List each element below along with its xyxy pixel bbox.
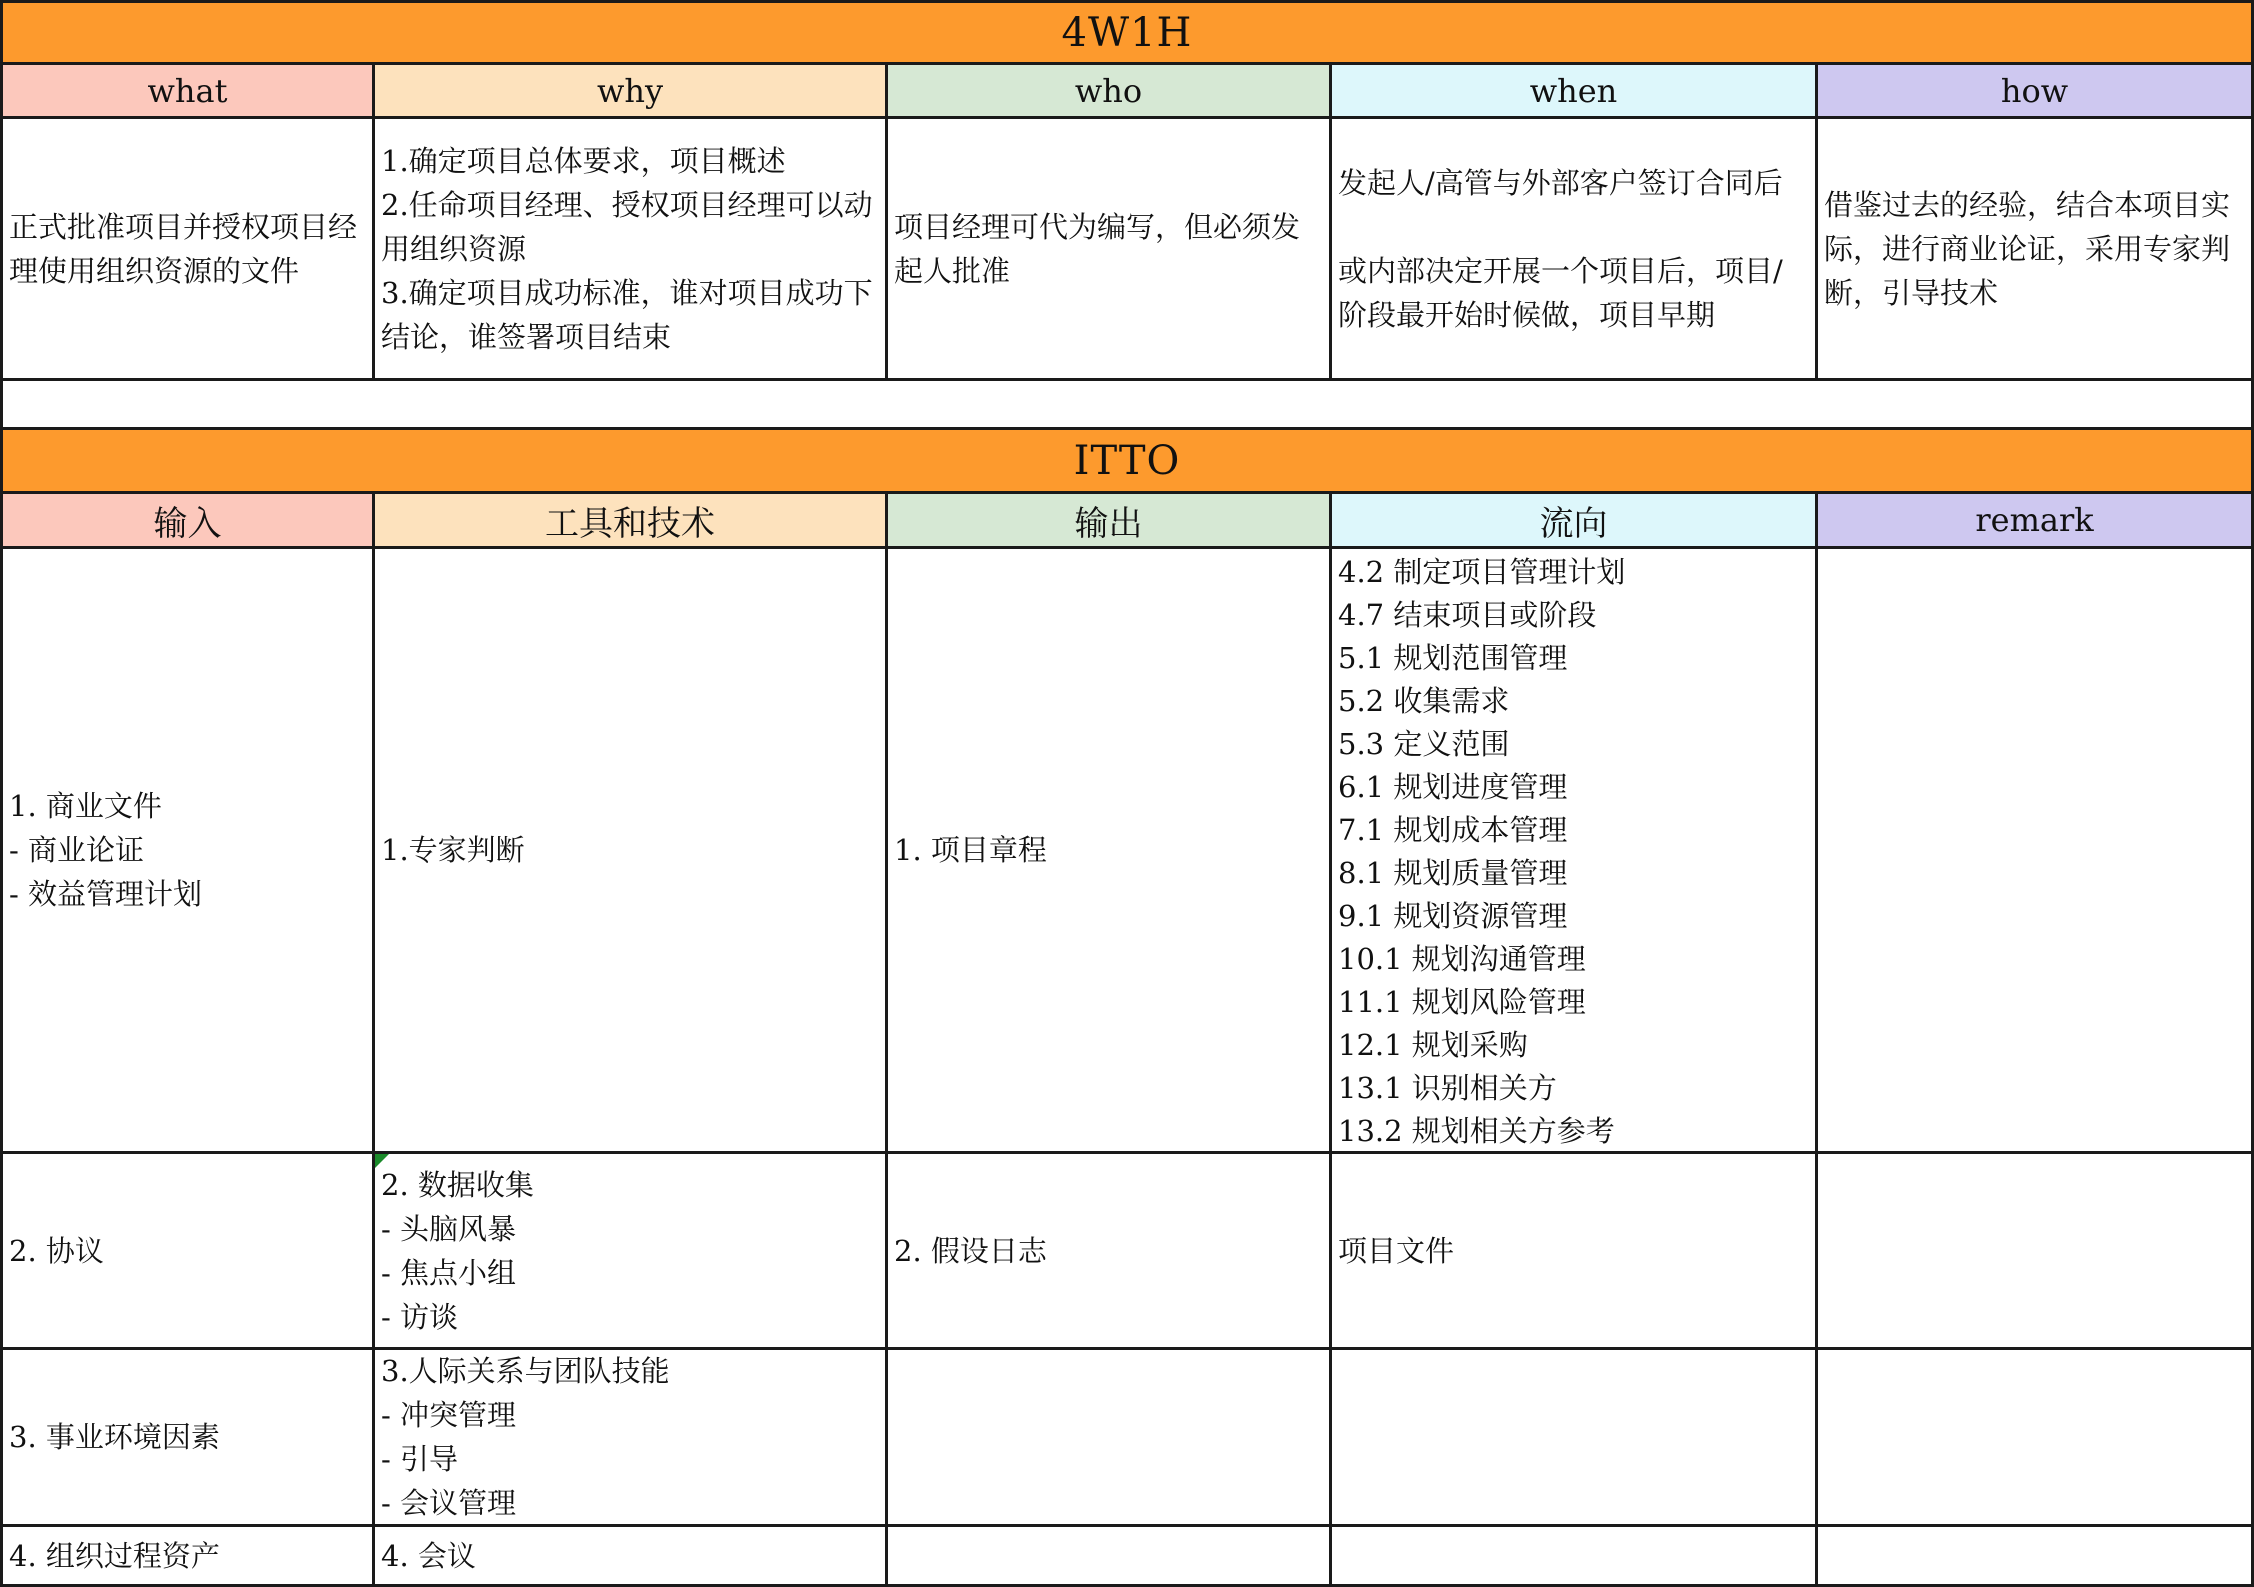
header-remark-label: remark	[1975, 501, 2094, 539]
cell-line: 断，引导技术	[1824, 275, 1999, 310]
cell-line: 10.1 规划沟通管理	[1338, 942, 1586, 976]
header-inputs[interactable]	[0, 494, 375, 549]
cell-line	[1338, 205, 1809, 249]
row1-tools[interactable]	[375, 549, 888, 1154]
cell-line: 际，进行商业论证，采用专家判	[1824, 231, 2231, 266]
header-flow[interactable]	[1332, 494, 1818, 549]
row3-tools-lines	[381, 1350, 879, 1525]
cell-line: 3. 事业环境因素	[9, 1420, 220, 1454]
row1-inputs-lines	[9, 784, 366, 916]
how-lines	[1824, 183, 2245, 315]
banner-4w1h[interactable]	[0, 0, 2254, 65]
cell-line: 起人批准	[894, 253, 1011, 288]
header-outputs-label: 输出	[1074, 503, 1143, 544]
row2-flow[interactable]	[1332, 1154, 1818, 1350]
row1-tools-lines	[381, 828, 879, 872]
row4-flow[interactable]	[1332, 1527, 1818, 1587]
why-lines	[381, 139, 879, 359]
cell-who[interactable]	[888, 119, 1332, 381]
header-remark[interactable]	[1818, 494, 2254, 549]
cell-line: - 访谈	[381, 1299, 459, 1334]
row1-flow-lines	[1338, 551, 1809, 1153]
cell-line: - 焦点小组	[381, 1255, 517, 1290]
header-how-label: how	[2000, 71, 2069, 110]
row4-outputs[interactable]	[888, 1527, 1332, 1587]
row4-tools-lines	[381, 1534, 879, 1578]
header-tools[interactable]	[375, 494, 888, 549]
row2-inputs[interactable]	[0, 1154, 375, 1350]
row3-inputs[interactable]	[0, 1350, 375, 1527]
row3-remark[interactable]	[1818, 1350, 2254, 1527]
row2-inputs-lines	[9, 1229, 366, 1273]
cell-line: 发起人/高管与外部客户签订合同后	[1338, 165, 1783, 200]
cell-line: 5.3 定义范围	[1338, 727, 1510, 761]
cell-line: 阶段最开始时候做，项目早期	[1338, 297, 1716, 332]
cell-line: 3.人际关系与团队技能	[381, 1354, 670, 1388]
row4-inputs-lines	[9, 1534, 366, 1578]
cell-line: - 头脑风暴	[381, 1211, 517, 1246]
row3-tools[interactable]	[375, 1350, 888, 1527]
row4-tools[interactable]	[375, 1527, 888, 1587]
what-lines	[9, 205, 366, 293]
cell-line: 13.1 识别相关方	[1338, 1071, 1557, 1105]
cell-line: 理使用组织资源的文件	[9, 253, 300, 288]
header-what-label: what	[147, 71, 228, 110]
row1-outputs-lines	[894, 828, 1323, 872]
header-flow-label: 流向	[1539, 503, 1608, 544]
header-who[interactable]	[888, 65, 1332, 119]
row4-inputs[interactable]	[0, 1527, 375, 1587]
header-why[interactable]	[375, 65, 888, 119]
row4-remark[interactable]	[1818, 1527, 2254, 1587]
cell-line: 13.2 规划相关方参考	[1338, 1114, 1615, 1148]
cell-line: - 冲突管理	[381, 1398, 517, 1432]
header-tools-label: 工具和技术	[545, 503, 715, 544]
cell-line: 或内部决定开展一个项目后，项目/	[1338, 253, 1783, 288]
cell-line: 结论，谁签署项目结束	[381, 319, 672, 354]
cell-line: 2.任命项目经理、授权项目经理可以动	[381, 187, 873, 222]
header-how[interactable]	[1818, 65, 2254, 119]
spacer-row[interactable]	[0, 381, 2254, 430]
row2-tools[interactable]	[375, 1154, 888, 1350]
who-lines	[894, 205, 1323, 293]
banner-itto[interactable]	[0, 430, 2254, 494]
row2-flow-lines	[1338, 1229, 1809, 1273]
cell-line: 2. 数据收集	[381, 1167, 534, 1202]
cell-line: 6.1 规划进度管理	[1338, 770, 1568, 804]
cell-line: 项目经理可代为编写，但必须发	[894, 209, 1301, 244]
cell-line: 1.确定项目总体要求，项目概述	[381, 143, 786, 178]
row2-outputs[interactable]	[888, 1154, 1332, 1350]
cell-line: 借鉴过去的经验，结合本项目实	[1824, 187, 2231, 222]
header-when[interactable]	[1332, 65, 1818, 119]
row2-outputs-lines	[894, 1229, 1323, 1273]
row3-flow[interactable]	[1332, 1350, 1818, 1527]
row2-remark[interactable]	[1818, 1154, 2254, 1350]
row3-inputs-lines	[9, 1415, 366, 1459]
cell-line: 4. 会议	[381, 1538, 476, 1573]
cell-line: 1. 商业文件	[9, 789, 162, 823]
header-why-label: why	[596, 71, 664, 110]
cell-line: 12.1 规划采购	[1338, 1028, 1528, 1062]
when-lines	[1338, 161, 1809, 337]
banner-4w1h-title: 4W1H	[1061, 9, 1193, 56]
cell-line: 项目文件	[1338, 1233, 1455, 1268]
cell-line: 5.2 收集需求	[1338, 684, 1510, 718]
cell-line: 4.7 结束项目或阶段	[1338, 598, 1597, 632]
header-inputs-label: 输入	[153, 503, 222, 544]
cell-how[interactable]	[1818, 119, 2254, 381]
row3-outputs[interactable]	[888, 1350, 1332, 1527]
header-when-label: when	[1529, 71, 1618, 110]
cell-line: 2. 协议	[9, 1233, 104, 1268]
row1-outputs[interactable]	[888, 549, 1332, 1154]
cell-line: 9.1 规划资源管理	[1338, 899, 1568, 933]
cell-what[interactable]	[0, 119, 375, 381]
cell-line: 5.1 规划范围管理	[1338, 641, 1568, 675]
row1-inputs[interactable]	[0, 549, 375, 1154]
cell-line: 3.确定项目成功标准，谁对项目成功下	[381, 275, 873, 310]
cell-line: 4. 组织过程资产	[9, 1538, 220, 1573]
comment-marker-icon[interactable]	[375, 1154, 389, 1168]
cell-line: - 效益管理计划	[9, 877, 203, 911]
cell-line: 8.1 规划质量管理	[1338, 856, 1568, 890]
row2-tools-lines	[381, 1163, 879, 1339]
cell-line: 正式批准项目并授权项目经	[9, 209, 358, 244]
cell-line: 1. 项目章程	[894, 833, 1047, 867]
cell-line: 用组织资源	[381, 231, 527, 266]
cell-line: 1.专家判断	[381, 833, 525, 867]
row1-flow[interactable]	[1332, 549, 1818, 1154]
row1-remark[interactable]	[1818, 549, 2254, 1154]
cell-line: 7.1 规划成本管理	[1338, 813, 1568, 847]
header-what[interactable]	[0, 65, 375, 119]
cell-line: - 商业论证	[9, 833, 145, 867]
cell-line: 11.1 规划风险管理	[1338, 985, 1586, 1019]
cell-line: - 引导	[381, 1442, 459, 1476]
cell-line: - 会议管理	[381, 1486, 517, 1520]
cell-line: 2. 假设日志	[894, 1233, 1047, 1268]
cell-when[interactable]	[1332, 119, 1818, 381]
header-outputs[interactable]	[888, 494, 1332, 549]
header-who-label: who	[1074, 71, 1143, 110]
cell-why[interactable]	[375, 119, 888, 381]
cell-line: 4.2 制定项目管理计划	[1338, 555, 1626, 589]
banner-itto-title: ITTO	[1073, 437, 1181, 484]
